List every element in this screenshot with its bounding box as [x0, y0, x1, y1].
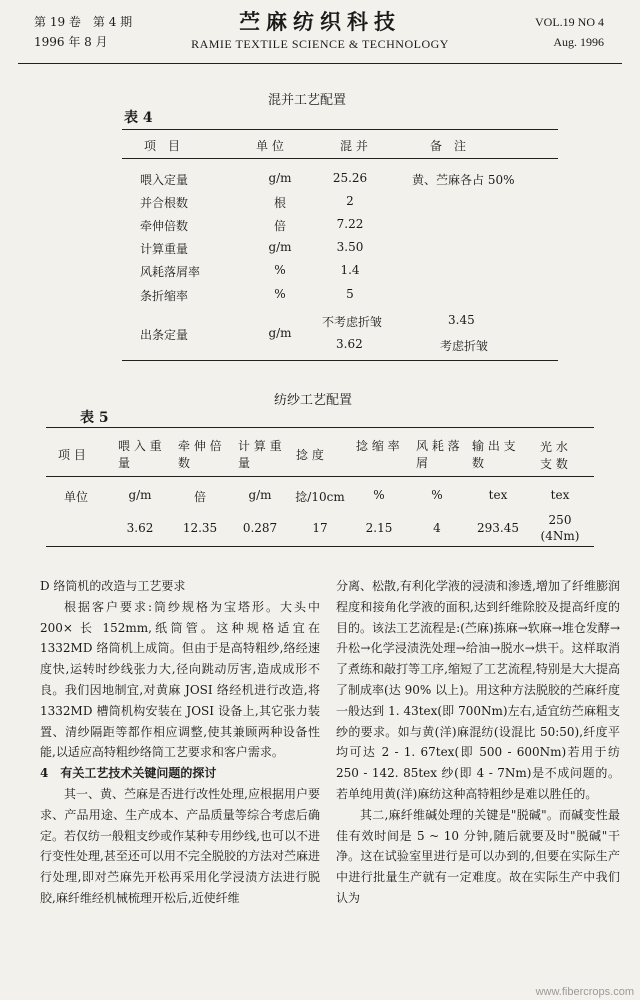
table5-unit-draft: 倍	[193, 490, 206, 504]
table4-header-note: 备 注	[430, 139, 467, 153]
table5-header-output: 输 出 支 数	[472, 439, 516, 470]
section-subheading: D 络筒机的改造与工艺要求	[40, 579, 186, 593]
table5-value-draft: 12.35	[182, 521, 218, 535]
table5-value-count-nm: (4Nm)	[540, 529, 580, 543]
table4-row-item: 牵伸倍数	[140, 219, 189, 233]
body-paragraph: 其二,麻纤维碱处理的关键是"脱碱"。而碱变性最佳有效时间是 5 ~ 10 分钟,随后就要及时"脱碱"干净。这在试验室里进行是可以办到的,但要在实际生产中进行批量生产就有一定难度。故在实际生产中我们认为	[336, 807, 620, 905]
table4-row-unit: g/m	[268, 171, 292, 185]
table5-unit-contraction: %	[373, 488, 385, 502]
table4-row-item: 计算重量	[140, 242, 189, 256]
body-paragraph: 其一、黄、苎麻是否进行改性处理,应根据用户要求、产品用途、生产成本、产品质量等综合考虑后确定。若仅纺一般粗支纱或作某种专用纱线,也可以不进行变性处理,甚至还可以用不完全脱胶的方法对苎麻进行处理,即对苎麻先开松再采用化学浸渍方法进行脱胶,麻纤维经机械梳理开松后,近使纤维	[40, 786, 320, 905]
body-paragraph: 根据客户要求:筒纱规格为宝塔形。大头中 200× 长 152mm,纸筒管。这种规格适宜在 1332MD 络筒机上成筒。但由于是高特粗纱,络经速度快,运转时纱线张力大,径向跳动厉害,造成成形不良。我们因地制宜,对黄麻 JOSI 络经机进行改造,将 1332MD 槽筒机构安装在 JOSI 设备上,其它张力装置、清纱隔距等都作相应调整,使其兼顾两种设备性能,以适应高特粗纱络筒工艺要求和客户需求。	[40, 599, 320, 760]
table5-value-contraction: 2.15	[365, 521, 393, 535]
volume-issue-en: VOL.19 NO 4	[535, 15, 604, 29]
table4-wrinkle-label: 考虑折皱	[440, 339, 489, 353]
table5-unit-calc: g/m	[248, 488, 272, 502]
table5-header-loss: 风 耗 落 屑	[416, 439, 460, 470]
table4-row-unit: %	[274, 263, 286, 277]
issue-date-en: Aug. 1996	[553, 35, 604, 49]
table4-top-rule	[122, 129, 558, 130]
table5-value-calc: 0.287	[242, 521, 278, 535]
table4-header-rule	[122, 158, 558, 159]
table4-header-blend: 混 并	[340, 139, 368, 153]
table4-row-value: 3.50	[336, 240, 364, 254]
table5-header-twist: 捻 度	[296, 448, 324, 462]
table4-last-unit: g/m	[268, 326, 292, 340]
table4-row-unit: g/m	[268, 240, 292, 254]
table4-header-item: 项 目	[144, 139, 181, 153]
table4-no-wrinkle-value: 3.62	[336, 337, 363, 351]
table4-row-value: 5	[346, 287, 354, 301]
left-column	[40, 576, 320, 909]
issue-date: 1996 年 8 月	[34, 35, 108, 49]
table5-value-loss: 4	[433, 521, 441, 535]
table5-unit-feed: g/m	[128, 488, 152, 502]
table5-label: 表 5	[80, 410, 109, 426]
journal-title-en: RAMIE TEXTILE SCIENCE & TECHNOLOGY	[191, 37, 449, 51]
table4-last-item: 出条定量	[140, 328, 189, 342]
table4-row-item: 并合根数	[140, 196, 189, 210]
table4-row-value: 25.26	[332, 171, 368, 185]
table5-unit-loss: %	[431, 488, 443, 502]
table4-row-value: 2	[346, 194, 354, 208]
table5-header-twist-contraction: 捻 缩 率	[356, 439, 400, 453]
table5-unit-count: tex	[550, 488, 570, 502]
table4-row-note: 黄、苎麻各占 50%	[412, 173, 515, 187]
volume-issue: 第 19 卷 第 4 期	[34, 15, 133, 29]
table4-wrinkle-value: 3.45	[448, 313, 475, 327]
table4-row-unit: 根	[273, 196, 286, 210]
table4-caption: 混并工艺配置	[268, 93, 347, 108]
table4-bottom-rule	[122, 360, 558, 361]
right-column	[336, 576, 620, 909]
table4-header-unit: 单 位	[256, 139, 284, 153]
journal-title-cn: 苎麻纺织科技	[239, 9, 401, 34]
table4-no-wrinkle-label: 不考虑折皱	[322, 315, 383, 329]
table5-bottom-rule	[46, 546, 594, 547]
table5-header-feed: 喂 入 重 量	[118, 439, 162, 470]
journal-volume-info	[34, 12, 132, 52]
table5-value-feed: 3.62	[126, 521, 154, 535]
table5-header-calc: 计 算 重 量	[238, 439, 282, 470]
table5-value-output: 293.45	[477, 521, 519, 535]
table5-header-draft: 牵 伸 倍 数	[178, 439, 222, 470]
table5-value-twist: 17	[312, 521, 328, 535]
table4-row-value: 1.4	[340, 263, 360, 277]
table4-row-item: 条折缩率	[140, 289, 189, 303]
table5-header-top-right: 光 水	[540, 440, 568, 454]
table5-header-count: 支 数	[540, 457, 568, 471]
table5-value-count: 250	[548, 513, 572, 527]
body-paragraph-continued: 分离、松散,有利化学液的浸渍和渗透,增加了纤维膨润程度和接角化学液的面积,达到纤维除胶及提高纤度的目的。该法工艺流程是:(苎麻)拣麻→软麻→堆仓发酵→升松→化学浸渍洗处理→给油→脱水→烘干。这样取消了煮练和敲打等工序,缩短了工艺流程,特别是大大提高了制成率(达 90% 以上)。用这种方法脱胶的苎麻纤度一般达到 1. 43tex(即 700Nm)左右,适宜纺苎麻粗支纱的要求。如与黄(洋)麻混纺(设混比 50:50),纤度平均可达 2 - 1. 67tex(即 500 - 600Nm)若用于纺 250 - 142. 85tex 纱(即 4 - 7Nm)是不成问题的。若单纯用黄(洋)麻纺这种高特粗纱是难以胜任的。	[336, 579, 620, 801]
table4-row-unit: 倍	[273, 219, 286, 233]
table4-row-item: 风耗落屑率	[140, 265, 201, 279]
header-rule	[18, 63, 622, 64]
table5-unit-item: 单位	[64, 490, 89, 504]
table4-row-item: 喂入定量	[140, 173, 189, 187]
watermark: www.fibercrops.com	[535, 986, 634, 998]
section-heading: 4 有关工艺技术关键问题的探讨	[40, 766, 217, 781]
journal-volume-info-en	[535, 12, 604, 52]
journal-masthead	[150, 8, 490, 52]
table5-caption: 纺纱工艺配置	[274, 393, 353, 408]
table4-row-value: 7.22	[336, 217, 364, 231]
table5-unit-twist: 捻/10cm	[295, 490, 345, 504]
table4-row-unit: %	[274, 287, 286, 301]
table4-label: 表 4	[124, 110, 153, 126]
table5-header-item: 项 目	[58, 448, 86, 462]
table5-top-rule	[46, 427, 594, 428]
table5-header-rule	[46, 476, 594, 477]
table5-unit-output: tex	[488, 488, 508, 502]
